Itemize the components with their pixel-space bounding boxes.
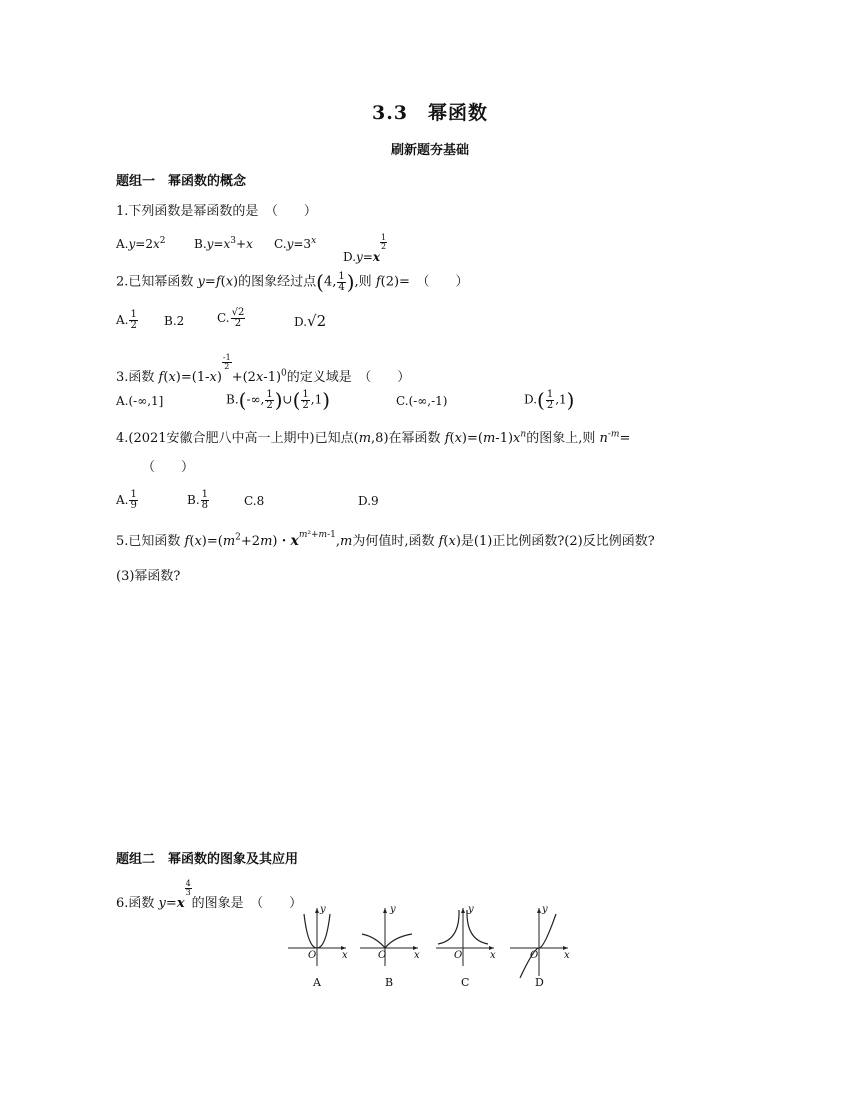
graph-option-b [356,904,422,970]
question-4-stem: 4.(2021安徽合肥八中高一上期中)已知点(m,8)在幂函数 $f(x)=(m-1)x^n$的图象上,则 $n^{-m}=$ [116,429,631,446]
graph-a-origin: O [308,950,317,961]
graph-b-origin: O [378,950,387,961]
question-1-option-a: $A.y=2x^2$ [116,236,166,251]
question-4-paren: （ ） [142,460,195,475]
page-title: 3.3 幂函数 [371,102,489,124]
graph-a-y-label: y [320,904,326,915]
question-6-stem: 6.函数 y=x $\frac{4}{3}$ 的图象是 （ ） [116,879,303,911]
graph-b-y-label: y [390,904,396,915]
graph-a-caption: A [313,976,321,989]
graph-d-origin: O [530,950,539,961]
question-1-option-d: D.y=x $\frac{1}{2}$ [343,233,387,264]
question-3-option-d: D.( $\frac{1}{2}$ ,1) [524,388,575,412]
question-2-option-d: D.√2 [294,312,327,330]
graph-c-x-label: x [490,950,496,961]
graph-b-x-label: x [414,950,420,961]
graph-d-caption: D [535,976,544,989]
question-2-option-c: C. $\frac{√2}{2}$ [217,307,245,329]
graph-a-x-label: x [342,950,348,961]
group-two-heading: 题组二 幂函数的图象及其应用 [116,852,299,867]
graph-b-caption: B [385,976,394,989]
question-5-line-2: (3)幂函数? [116,569,181,584]
question-1-stem: 1.下列函数是幂函数的是 （ ） [116,204,317,219]
question-2-option-a: A. $\frac{1}{2}$ [116,309,137,331]
question-3-option-c: C.(-∞,-1) [396,394,448,408]
question-4-option-d: D.9 [358,494,379,508]
graph-option-c [432,904,498,970]
question-2-stem: 2.已知幂函数 y=f(x)的图象经过点(4, $\frac{1}{4}$ ),则 f(2)= （ ） [116,270,469,294]
graph-d-y-label: y [542,904,548,915]
graph-option-d [506,904,572,980]
question-3-option-b: B.(-∞, $\frac{1}{2}$ )∪( $\frac{1}{2}$ ,1) [226,388,331,412]
graph-d-x-label: x [564,950,570,961]
question-3-option-a: A.(-∞,1] [116,394,164,408]
question-4-option-c: C.8 [244,494,265,508]
question-3-stem: 3.函数 f(x)=(1-x) $\frac{-1}{2}$ $+(2x-1)^0$的定义域是 （ ） [116,353,411,385]
question-1-option-c: $C.y=3^x$ [274,236,317,251]
graph-option-a [284,904,350,970]
graph-c-y-label: y [468,904,474,915]
section-subtitle: 刷新题夯基础 [390,143,469,158]
question-2-option-b: B.2 [164,314,185,328]
question-4-option-b: B. $\frac{1}{8}$ [187,489,209,511]
group-one-heading: 题组一 幂函数的概念 [116,174,247,189]
question-4-option-a: A. $\frac{1}{9}$ [116,489,137,511]
graph-c-caption: C [461,976,470,989]
question-1-option-b: $B.y=x^3+x$ [194,236,253,251]
question-5-line-1: 5.已知函数 $f(x)=(m^2+2m)$・$x^{m^2+m-1},m$为何值时,函数 f(x)是(1)正比例函数?(2)反比例函数? [116,530,655,549]
graph-c-origin: O [454,950,463,961]
